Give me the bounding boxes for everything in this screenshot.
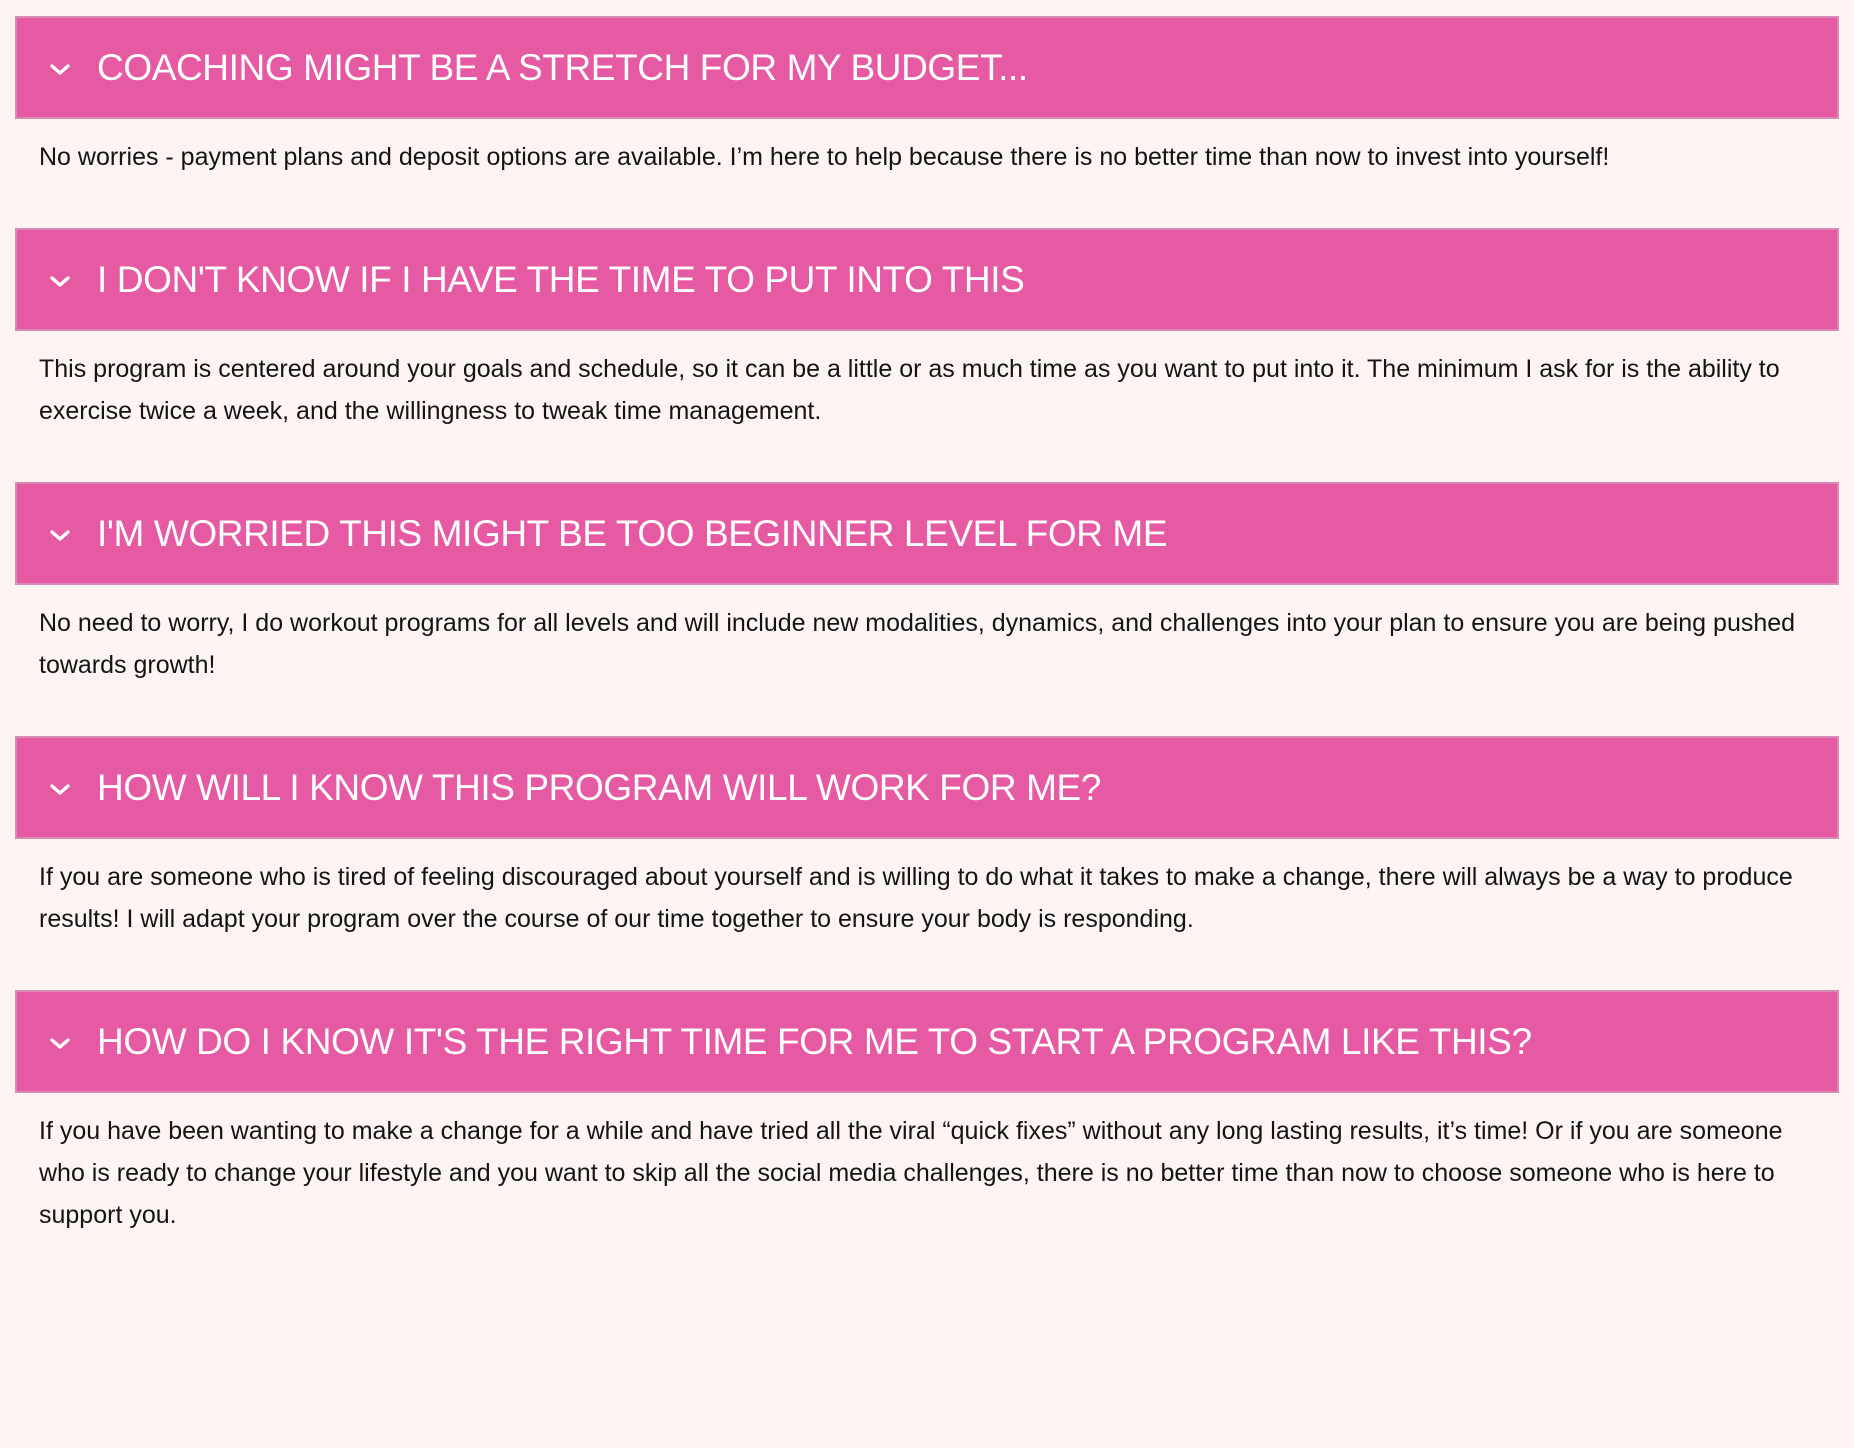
faq-answer: If you have been wanting to make a change for a while and have tried all the viral “quick fixes” without any long lasting results, it’s time! Or if you are someone who is ready to change your lifestyle and you want to skip all the social media challenges, there is no better time than now to choose someone who is here to support you. — [39, 1117, 1783, 1229]
faq-spacer — [15, 940, 1839, 990]
faq-spacer — [15, 432, 1839, 482]
faq-question: I'M WORRIED THIS MIGHT BE TOO BEGINNER LEVEL FOR ME — [97, 512, 1168, 554]
faq-spacer — [15, 686, 1839, 736]
faq-spacer — [15, 178, 1839, 228]
chevron-down-icon[interactable] — [47, 523, 73, 549]
faq-toggle-beginner[interactable] — [15, 482, 1839, 585]
chevron-down-icon[interactable] — [47, 1031, 73, 1057]
chevron-down-icon[interactable] — [47, 777, 73, 803]
chevron-down-icon[interactable] — [47, 269, 73, 295]
faq-toggle-right-time[interactable] — [15, 990, 1839, 1093]
faq-question: COACHING MIGHT BE A STRETCH FOR MY BUDGET... — [97, 46, 1028, 88]
faq-question: HOW WILL I KNOW THIS PROGRAM WILL WORK FOR ME? — [97, 766, 1101, 808]
faq-item-right-time — [15, 990, 1839, 1236]
faq-item-results — [15, 736, 1839, 940]
faq-item-beginner — [15, 482, 1839, 686]
faq-toggle-budget[interactable] — [15, 16, 1839, 119]
faq-question: I DON'T KNOW IF I HAVE THE TIME TO PUT INTO THIS — [97, 258, 1025, 300]
faq-question: HOW DO I KNOW IT'S THE RIGHT TIME FOR ME TO START A PROGRAM LIKE THIS? — [97, 1020, 1532, 1062]
faq-toggle-results[interactable] — [15, 736, 1839, 839]
faq-answer: No need to worry, I do workout programs for all levels and will include new modalities, dynamics, and challenges into your plan to ensure you are being pushed towards growth! — [39, 609, 1796, 679]
faq-accordion — [15, 16, 1839, 1236]
faq-item-time — [15, 228, 1839, 432]
faq-toggle-time[interactable] — [15, 228, 1839, 331]
faq-answer: This program is centered around your goals and schedule, so it can be a little or as much time as you want to put into it. The minimum I ask for is the ability to exercise twice a week, and the willingness to tweak time management. — [39, 355, 1780, 425]
faq-item-budget — [15, 16, 1839, 178]
faq-answer: If you are someone who is tired of feeling discouraged about yourself and is willing to do what it takes to make a change, there will always be a way to produce results! I will adapt your program over the course of our time together to ensure your body is responding. — [39, 863, 1793, 933]
faq-answer: No worries - payment plans and deposit options are available. I’m here to help because there is no better time than now to invest into yourself! — [39, 143, 1610, 171]
chevron-down-icon[interactable] — [47, 57, 73, 83]
